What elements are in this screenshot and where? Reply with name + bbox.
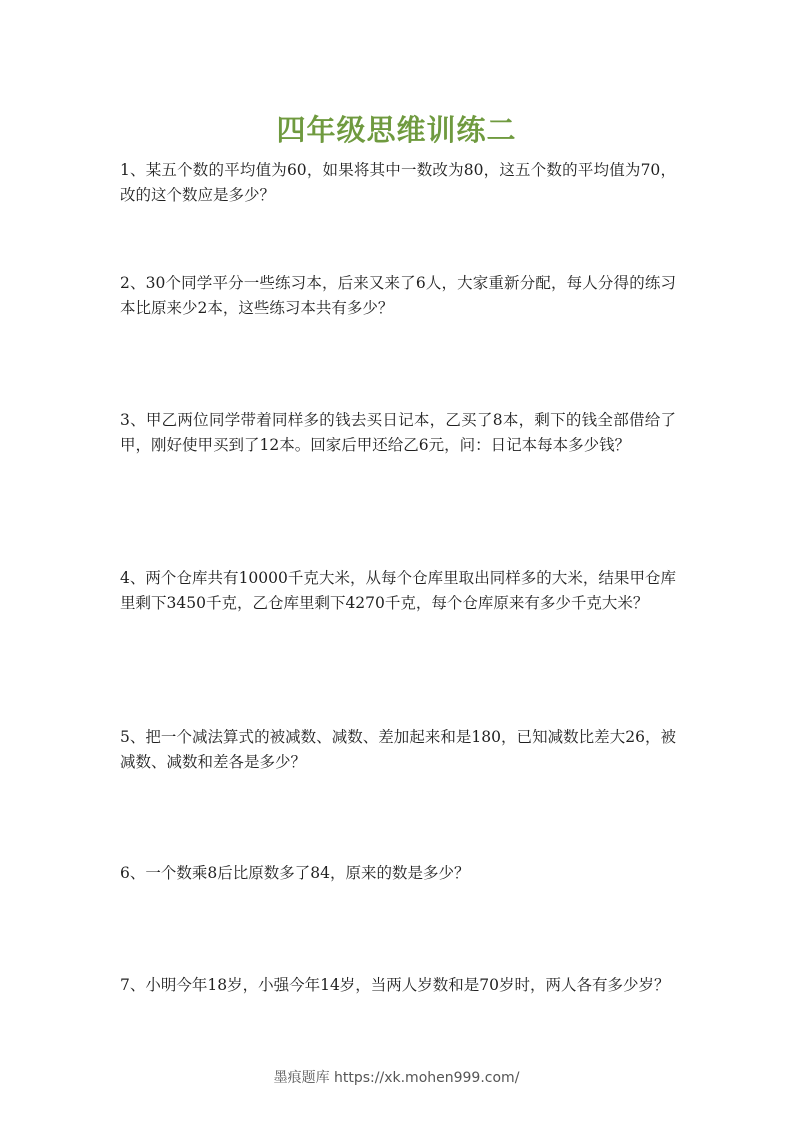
question-6: 6、一个数乘8后比原数多了84，原来的数是多少？ [120, 864, 470, 882]
question-7: 7、小明今年18岁，小强今年14岁，当两人岁数和是70岁时，两人各有多少岁？ [120, 976, 670, 994]
question-5: 5、把一个减法算式的被减数、减数、差加起来和是180，已知减数比差大26，被减数、减数和差各是多少？ [120, 728, 676, 771]
page-title: 四年级思维训练二 [276, 113, 517, 147]
question-3: 3、甲乙两位同学带着同样多的钱去买日记本，乙买了8本，剩下的钱全部借给了甲，刚好使甲买到了12本。回家后甲还给乙6元，问：日记本每本多少钱？ [120, 411, 676, 454]
question-2: 2、30个同学平分一些练习本，后来又来了6人，大家重新分配，每人分得的练习本比原来少2本，这些练习本共有多少？ [120, 274, 676, 317]
footer-source: 墨痕题库 https://xk.mohen999.com/ [273, 1070, 520, 1086]
question-4: 4、两个仓库共有10000千克大米，从每个仓库里取出同样多的大米，结果甲仓库里剩下3450千克，乙仓库里剩下4270千克，每个仓库原来有多少千克大米？ [120, 569, 676, 612]
question-1: 1、某五个数的平均值为60，如果将其中一数改为80，这五个数的平均值为70，改的这个数应是多少？ [120, 161, 676, 204]
